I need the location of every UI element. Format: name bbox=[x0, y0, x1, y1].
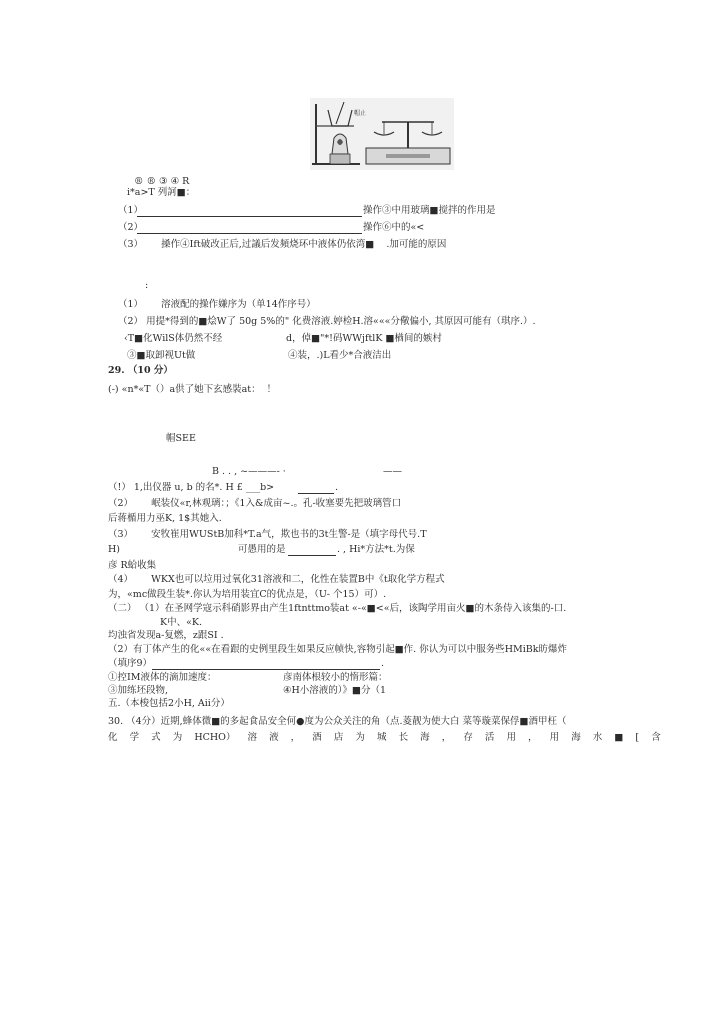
q1-answer-blank[interactable] bbox=[137, 205, 362, 217]
q3-text: （3） 搡作④Ift破改正后,过議后发頻烧环中液体仍依湾■ .加可能的原因 bbox=[118, 239, 447, 250]
q1-text: 操作③中用玻璃■搅拌的作用是 bbox=[363, 205, 496, 216]
t2-continued: 后蒋楯用力巫K, 1$其她入. bbox=[108, 513, 222, 524]
choice-2: 彦南体根较小的惰形篇： bbox=[283, 672, 388, 683]
option-2: d，倬■"*!码WWjftlK ■楢间的嫉村 bbox=[286, 333, 442, 344]
t3-text: （3） 安牧崔用WUStB加科*T.a气，欺也书的3t生警-是（填字母代号.T bbox=[108, 529, 427, 540]
t5-final: 均浊省发现a-复燃，z跟SI . bbox=[108, 630, 224, 641]
t1-answer-blank[interactable] bbox=[298, 482, 334, 494]
question-30-text: 30. （4分）近期,蜂体微■的多起食品安全何●度为公众关注的角（点.菱靓为使大白 菜等璇菜保俘■酒甲枉（ bbox=[108, 716, 567, 727]
colon-mark: : bbox=[145, 280, 149, 291]
t4-text: （4） WKX也可以垃用过氧化31溶液和二，化性在装置B中《t取化学方程式 bbox=[108, 574, 445, 585]
t3-second-part: 可愚用的是 bbox=[238, 544, 286, 555]
question-30-continued: 化 学 式 为 HCHO） 溶 液 ， 酒 店 为 城 长 海 ， 存 活 用 ， 用 海 水 ■ [ 含 bbox=[108, 732, 661, 743]
t5-continued: K中、«K. bbox=[160, 617, 203, 628]
t3-continued: H) bbox=[108, 544, 120, 555]
t3-final: 彦 R蛤收集 bbox=[108, 560, 157, 571]
option-3: ③■取卸视Ut做 bbox=[127, 350, 196, 361]
r1-text: （1） 溶液配的操作嫌序为（单14作序号） bbox=[118, 299, 316, 310]
question-29-heading: 29. （10 分） bbox=[108, 365, 173, 376]
q1-number: （1） bbox=[118, 205, 144, 216]
t6-continued: （填序9） bbox=[108, 658, 153, 669]
t1-period: . bbox=[335, 482, 339, 493]
t6-text: （2）有丁体产生的化««在看跟的史例里段生如果反应帧快,容物引起■作. 你认为可以中服务些HMiBk昉爆炸 bbox=[108, 644, 567, 655]
choice-4: ④H小溶液的）》■分（1 bbox=[283, 685, 387, 696]
q2-number: （2） bbox=[118, 222, 144, 233]
figure-2-label-b: B . . , ~———- · bbox=[212, 466, 286, 477]
t6-answer-blank[interactable] bbox=[152, 658, 380, 670]
choice-3: ③加练坯段物, bbox=[108, 685, 169, 696]
apparatus-figure bbox=[310, 98, 454, 170]
option-1: ‹T■化WilS体仍然不经 bbox=[124, 333, 223, 344]
figure-2-label-right: —— bbox=[383, 466, 402, 477]
r2-text: （2） 用提*得到的■烩W了 50g 5%的" 化费溶液.婷检H.溶«««分儆偏小, 其原因可能有（琪序.）. bbox=[118, 316, 536, 327]
question-intro: i*a>T 列訶■： bbox=[127, 187, 196, 198]
question-29-part-1-intro: (-) «n*«T（）a供了她下玄感裝at： ！ bbox=[108, 384, 277, 395]
figure-2-caption: 帽SEE bbox=[166, 433, 196, 444]
section-5-heading: 五.（本梭包括2小H, Aii分） bbox=[108, 698, 230, 709]
t5-text: （二） （1）在圣网学寇示科硝影界由产生1ftnttmo装at «-«■<«后，该陶学用亩火■的木条侍入该集的-口. bbox=[108, 603, 567, 614]
q2-answer-blank[interactable] bbox=[137, 222, 362, 234]
choice-1: ①控IM液体的滴加速度： bbox=[108, 672, 217, 683]
t2-text: （2） 岷装仪«r,林观璃：；《1入&成亩~.。孔-收塞要先把玻璃管口 bbox=[108, 498, 402, 509]
figure-label: 帽止 bbox=[354, 110, 367, 117]
step-marks-line: ® ® ③ ④ R bbox=[134, 176, 190, 187]
t1-text: （!） 1,出仪器 u, b 的名*. H £ ___b> bbox=[108, 482, 275, 493]
q2-text: 操作⑥中的«< bbox=[363, 222, 425, 233]
t6-period: . bbox=[381, 658, 385, 669]
option-4: ④装，.)L看少*合液洁出 bbox=[288, 350, 392, 361]
t3-answer-blank[interactable] bbox=[288, 544, 336, 556]
t3-third-part: . , Hi*方法*t.为保 bbox=[337, 544, 415, 555]
lab-apparatus-illustration bbox=[310, 98, 454, 170]
t4-continued: 为，«mc做段生装*.你认为培用装宜C的优点是，（U- 个15）可）. bbox=[108, 589, 387, 600]
